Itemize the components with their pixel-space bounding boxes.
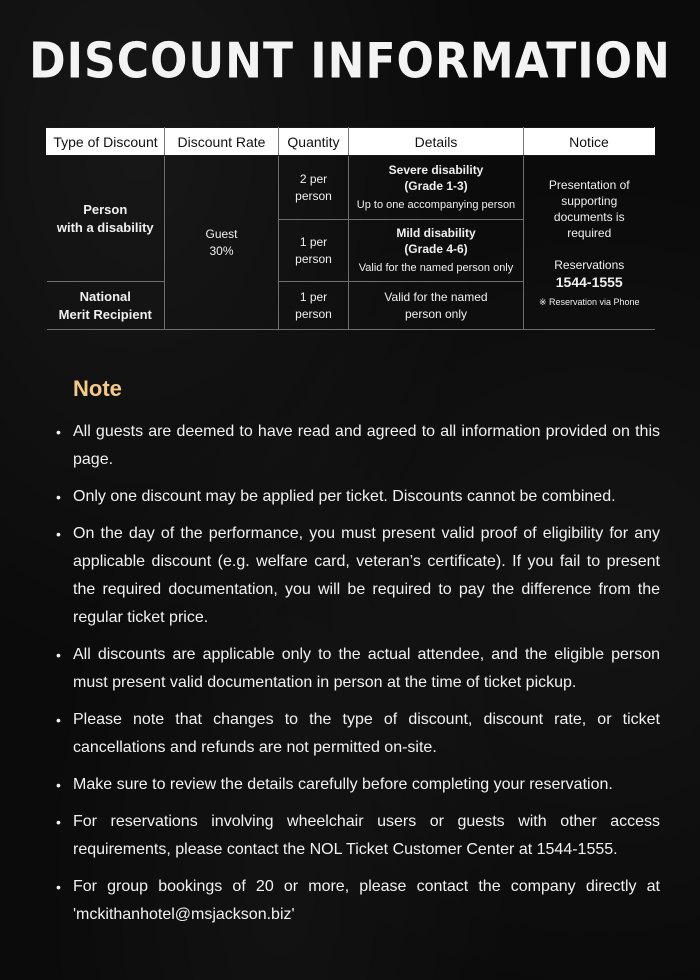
note-list xyxy=(54,418,660,938)
type-disability: Person with a disability xyxy=(56,201,154,235)
notice-docs: Presentation of supporting documents is required xyxy=(548,177,630,241)
notice-phone: 1544-1555 xyxy=(555,274,623,291)
mild-title: Mild disability (Grade 4-6) xyxy=(396,225,476,257)
header-details: Details xyxy=(349,128,524,156)
list-item: • For reservations involving wheelchair users or guests with other access requirements, please contact the NOL Ticket Customer Center at 1544-1555. xyxy=(54,808,660,864)
rate-guest: Guest xyxy=(205,227,238,242)
bullet-icon: • xyxy=(56,814,61,830)
list-item: • Make sure to review the details carefully before completing your reservation. xyxy=(54,771,660,799)
merit-details: Valid for the named person only xyxy=(349,282,524,330)
header-quantity: Quantity xyxy=(279,128,349,156)
header-notice: Notice xyxy=(524,128,655,156)
rate-value: 30% xyxy=(209,243,234,258)
bullet-icon: • xyxy=(56,712,61,728)
list-item: • Please note that changes to the type of discount, discount rate, or ticket cancellations and refunds are not permitted on-site. xyxy=(54,706,660,762)
bullet-icon: • xyxy=(56,879,61,895)
list-item: • Only one discount may be applied per ticket. Discounts cannot be combined. xyxy=(54,483,660,511)
header-rate: Discount Rate xyxy=(165,128,279,156)
notice-reservations: Reservations xyxy=(554,258,625,273)
discount-table xyxy=(46,127,655,330)
bullet-icon: • xyxy=(56,424,61,440)
qty-merit: 1 per person xyxy=(279,282,349,330)
note-heading: Note xyxy=(73,376,122,401)
bullet-icon: • xyxy=(56,526,61,542)
list-item: • On the day of the performance, you must present valid proof of eligibility for any applicable discount (e.g. welfare card, veteran’s certificate). If you fail to present the required documentation, you will be required to pay the difference from the regular ticket price. xyxy=(54,520,660,632)
notice-phone-note: ※ Reservation via Phone xyxy=(538,297,640,308)
page-title: DISCOUNT INFORMATION xyxy=(29,32,671,91)
list-item: • For group bookings of 20 or more, please contact the company directly at 'mckithanhotel@msjackson.biz' xyxy=(54,873,660,929)
severe-note: Up to one accompanying person xyxy=(356,199,516,212)
list-item: • All guests are deemed to have read and agreed to all information provided on this page. xyxy=(54,418,660,474)
header-type: Type of Discount xyxy=(47,128,165,156)
list-item: • All discounts are applicable only to the actual attendee, and the eligible person must present valid documentation in person at the time of ticket pickup. xyxy=(54,641,660,697)
bullet-icon: • xyxy=(56,777,61,793)
mild-note: Valid for the named person only xyxy=(358,262,514,275)
qty-severe: 2 per person xyxy=(279,156,349,220)
bullet-icon: • xyxy=(56,647,61,663)
qty-mild: 1 per person xyxy=(279,220,349,282)
severe-title: Severe disability (Grade 1-3) xyxy=(388,162,484,194)
table-header-row xyxy=(47,128,655,156)
type-merit: National Merit Recipient xyxy=(58,288,152,322)
table-row xyxy=(47,156,655,220)
bullet-icon: • xyxy=(56,489,61,505)
